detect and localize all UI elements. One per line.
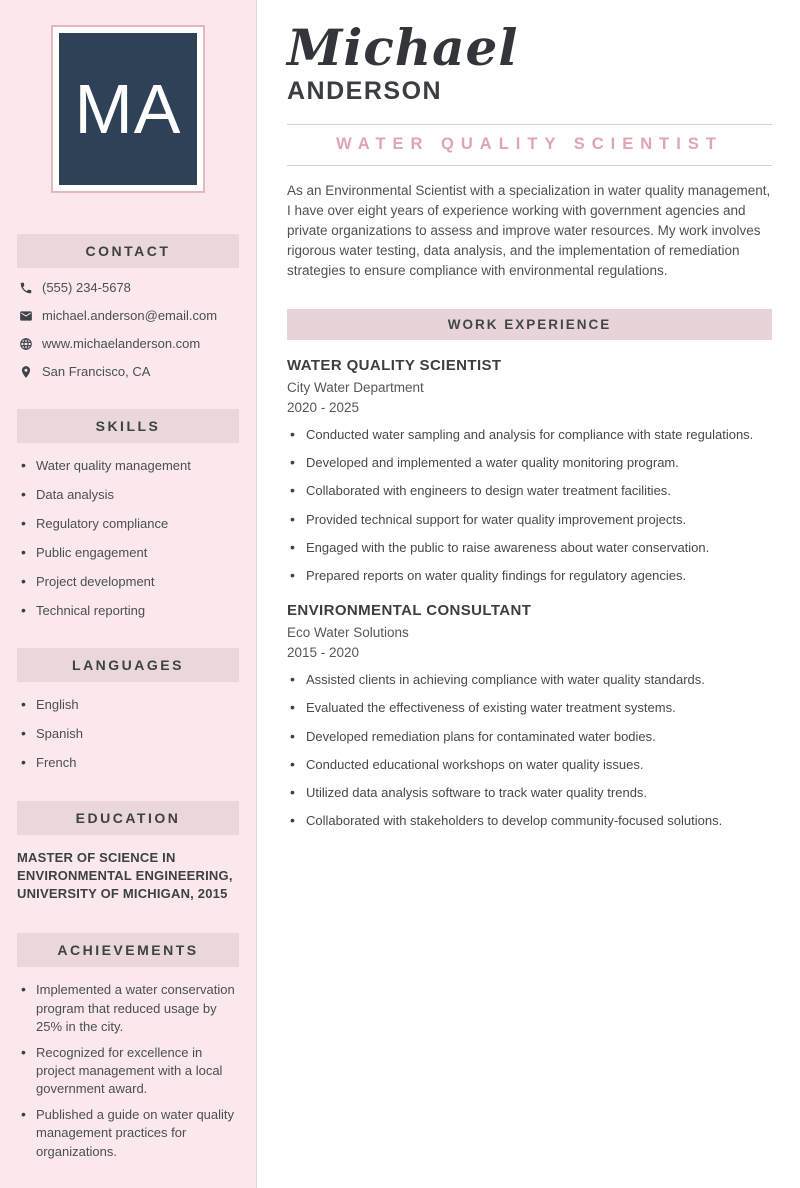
education-degree: MASTER OF SCIENCE IN ENVIRONMENTAL ENGINEERING, UNIVERSITY OF MICHIGAN, 2015 xyxy=(17,849,233,901)
contact-list xyxy=(19,280,239,379)
contact-item-location xyxy=(19,364,239,379)
job-bullet-list xyxy=(290,671,772,830)
job-bullet: • Developed and implemented a water quality monitoring program. xyxy=(290,454,772,472)
sidebar xyxy=(0,0,257,1188)
language-item: • English xyxy=(21,696,239,714)
skills-list xyxy=(21,457,239,620)
professional-summary: As an Environmental Scientist with a specialization in water quality management, I have over eight years of experience working with government agencies and private organizations to assess and improve water resources. My work involves rigorous water testing, data analysis, and the implementation of remediation strategies to ensure compliance with environmental regulations. xyxy=(287,183,771,278)
achievement-item: • Recognized for excellence in project management with a local government award. xyxy=(21,1044,239,1099)
achievements-section-header: ACHIEVEMENTS xyxy=(17,933,239,967)
phone-icon xyxy=(19,281,33,295)
job-bullet: • Assisted clients in achieving compliance with water quality standards. xyxy=(290,671,772,689)
job-company: City Water Department xyxy=(287,380,424,395)
skill-item: • Project development xyxy=(21,573,239,591)
contact-website: www.michaelanderson.com xyxy=(42,336,201,351)
contact-item-website xyxy=(19,336,239,351)
job-title: WATER QUALITY SCIENTIST xyxy=(287,357,502,374)
skill-item: • Water quality management xyxy=(21,457,239,475)
page-title: WATER QUALITY SCIENTIST xyxy=(336,135,723,153)
job-bullet: • Provided technical support for water quality improvement projects. xyxy=(290,511,772,529)
job-entry xyxy=(287,357,772,585)
job-bullet: • Evaluated the effectiveness of existing water treatment systems. xyxy=(290,699,772,717)
job-bullet: • Developed remediation plans for contaminated water bodies. xyxy=(290,728,772,746)
contact-item-email xyxy=(19,308,239,323)
achievement-item: • Implemented a water conservation program that reduced usage by 25% in the city. xyxy=(21,981,239,1036)
languages-section-header: LANGUAGES xyxy=(17,648,239,682)
job-bullet: • Prepared reports on water quality findings for regulatory agencies. xyxy=(290,567,772,585)
skill-item: • Public engagement xyxy=(21,544,239,562)
job-bullet: • Conducted water sampling and analysis for compliance with state regulations. xyxy=(290,426,772,444)
first-name: Michael xyxy=(287,18,519,77)
job-dates: 2020 - 2025 xyxy=(287,400,360,415)
job-bullet: • Collaborated with stakeholders to develop community-focused solutions. xyxy=(290,812,772,830)
globe-icon xyxy=(19,337,33,351)
monogram-frame xyxy=(51,25,205,193)
skill-item: • Regulatory compliance xyxy=(21,515,239,533)
achievement-item: • Published a guide on water quality management practices for organizations. xyxy=(21,1106,239,1161)
monogram xyxy=(59,33,197,185)
language-item: • Spanish xyxy=(21,725,239,743)
job-bullet: • Conducted educational workshops on water quality issues. xyxy=(290,756,772,774)
contact-item-phone xyxy=(19,280,239,295)
title-block xyxy=(287,124,772,166)
job-bullet: • Engaged with the public to raise awareness about water conservation. xyxy=(290,539,772,557)
contact-location: San Francisco, CA xyxy=(42,364,151,379)
skill-item: • Data analysis xyxy=(21,486,239,504)
achievements-list xyxy=(21,981,239,1161)
work-experience-header: WORK EXPERIENCE xyxy=(287,309,772,340)
divider-bottom xyxy=(287,165,772,166)
education-section-header: EDUCATION xyxy=(17,801,239,835)
job-bullet: • Collaborated with engineers to design water treatment facilities. xyxy=(290,482,772,500)
contact-phone: (555) 234-5678 xyxy=(42,280,131,295)
skill-item: • Technical reporting xyxy=(21,602,239,620)
contact-email: michael.anderson@email.com xyxy=(42,308,218,323)
email-icon xyxy=(19,309,33,323)
contact-section-header: CONTACT xyxy=(17,234,239,268)
skills-section-header: SKILLS xyxy=(17,409,239,443)
last-name: ANDERSON xyxy=(287,77,443,105)
job-bullet-list xyxy=(290,426,772,585)
monogram-initials: MA xyxy=(74,70,182,148)
job-company: Eco Water Solutions xyxy=(287,625,409,641)
job-bullet: • Utilized data analysis software to track water quality trends. xyxy=(290,784,772,802)
job-dates: 2015 - 2020 xyxy=(287,645,360,661)
main-content xyxy=(257,0,800,1188)
job-entry xyxy=(287,602,772,830)
location-icon xyxy=(19,365,33,379)
job-title: ENVIRONMENTAL CONSULTANT xyxy=(287,602,532,620)
language-item: • French xyxy=(21,754,239,772)
languages-list xyxy=(21,696,239,772)
